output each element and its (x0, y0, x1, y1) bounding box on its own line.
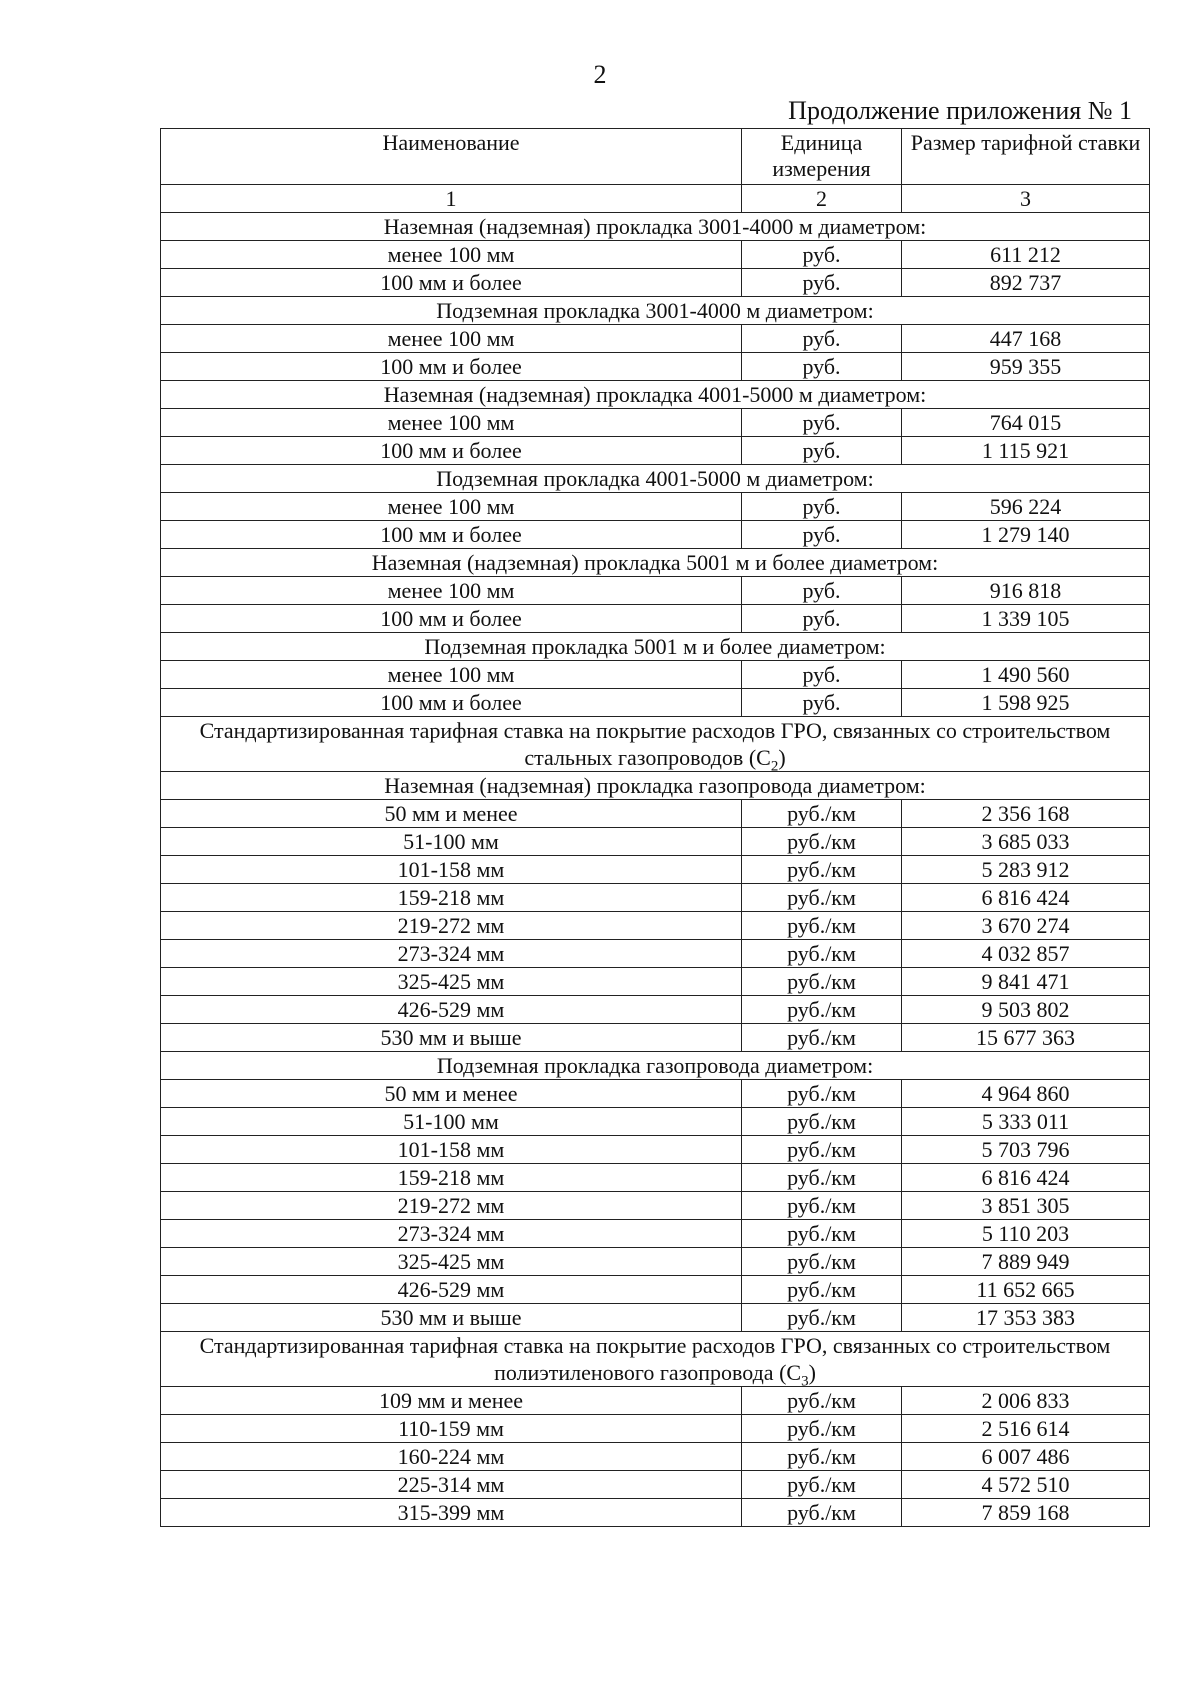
row-value: 916 818 (902, 577, 1150, 605)
row-value: 5 110 203 (902, 1220, 1150, 1248)
row-name: менее 100 мм (161, 325, 742, 353)
row-name: 50 мм и менее (161, 800, 742, 828)
section-title-text: Подземная прокладка 3001-4000 м диаметром: (436, 298, 874, 323)
row-name: 100 мм и более (161, 269, 742, 297)
section-header-row (161, 1052, 1150, 1080)
row-value: 1 490 560 (902, 661, 1150, 689)
row-name: менее 100 мм (161, 577, 742, 605)
row-name: 101-158 мм (161, 856, 742, 884)
table-row (161, 968, 1150, 996)
row-name: 100 мм и более (161, 689, 742, 717)
row-value: 6 007 486 (902, 1443, 1150, 1471)
row-name: 219-272 мм (161, 912, 742, 940)
section-title-text: Наземная (надземная) прокладка 5001 м и более диаметром: (371, 550, 939, 575)
table-row (161, 884, 1150, 912)
section-title (161, 213, 1150, 241)
row-value: 764 015 (902, 409, 1150, 437)
table-row (161, 1136, 1150, 1164)
row-name: 51-100 мм (161, 828, 742, 856)
section-title (161, 297, 1150, 325)
row-value: 6 816 424 (902, 884, 1150, 912)
section-title (161, 465, 1150, 493)
row-unit: руб./км (742, 912, 902, 940)
row-name: менее 100 мм (161, 241, 742, 269)
section-header-row (161, 772, 1150, 800)
row-value: 15 677 363 (902, 1024, 1150, 1052)
section-title-tail: ) (808, 1360, 816, 1385)
table-row (161, 800, 1150, 828)
section-title-text: Наземная (надземная) прокладка 4001-5000 м диаметром: (383, 382, 927, 407)
table-row (161, 493, 1150, 521)
row-value: 596 224 (902, 493, 1150, 521)
row-value: 892 737 (902, 269, 1150, 297)
row-value: 2 006 833 (902, 1387, 1150, 1415)
section-title (161, 549, 1150, 577)
table-row (161, 689, 1150, 717)
row-value: 5 703 796 (902, 1136, 1150, 1164)
section-title (161, 1052, 1150, 1080)
table-row (161, 940, 1150, 968)
row-value: 3 851 305 (902, 1192, 1150, 1220)
row-name: 100 мм и более (161, 437, 742, 465)
section-title-text: Наземная (надземная) прокладка газопровода диаметром: (384, 773, 926, 798)
section-title-subscript: 3 (801, 1373, 809, 1387)
section-title-subscript: 2 (770, 758, 779, 772)
section-title (161, 772, 1150, 800)
row-unit: руб./км (742, 1471, 902, 1499)
row-unit: руб. (742, 521, 902, 549)
section-header-row (161, 549, 1150, 577)
row-value: 3 670 274 (902, 912, 1150, 940)
row-value: 5 283 912 (902, 856, 1150, 884)
row-unit: руб. (742, 689, 902, 717)
section-title-tail: ) (778, 745, 786, 770)
section-header-row (161, 633, 1150, 661)
row-unit: руб./км (742, 1304, 902, 1332)
row-name: 109 мм и менее (161, 1387, 742, 1415)
section-header-row (161, 213, 1150, 241)
row-unit: руб./км (742, 800, 902, 828)
table-row (161, 912, 1150, 940)
row-value: 4 032 857 (902, 940, 1150, 968)
row-value: 9 503 802 (902, 996, 1150, 1024)
row-value: 611 212 (902, 241, 1150, 269)
row-unit: руб./км (742, 828, 902, 856)
row-unit: руб./км (742, 1192, 902, 1220)
row-name: 100 мм и более (161, 353, 742, 381)
section-title (161, 717, 1150, 772)
tariff-table (160, 128, 1150, 1527)
section-header-row (161, 465, 1150, 493)
row-value: 5 333 011 (902, 1108, 1150, 1136)
table-row (161, 521, 1150, 549)
table-row (161, 996, 1150, 1024)
table-row (161, 605, 1150, 633)
table-row (161, 1471, 1150, 1499)
section-title-text: Подземная прокладка 5001 м и более диаметром: (424, 634, 886, 659)
section-header-row (161, 1332, 1150, 1387)
section-title-text: Стандартизированная тарифная ставка на покрытие расходов ГРО, связанных со строительством полиэтиленового газопровода (С (199, 1333, 1111, 1385)
row-value: 7 859 168 (902, 1499, 1150, 1527)
row-unit: руб./км (742, 1080, 902, 1108)
row-unit: руб./км (742, 1164, 902, 1192)
row-unit: руб./км (742, 884, 902, 912)
row-unit: руб. (742, 409, 902, 437)
row-unit: руб./км (742, 856, 902, 884)
table-row (161, 577, 1150, 605)
row-unit: руб./км (742, 968, 902, 996)
row-unit: руб./км (742, 1248, 902, 1276)
table-row (161, 1192, 1150, 1220)
row-value: 11 652 665 (902, 1276, 1150, 1304)
table-row (161, 856, 1150, 884)
row-unit: руб./км (742, 1220, 902, 1248)
row-name: 51-100 мм (161, 1108, 742, 1136)
column-number-3: 3 (902, 185, 1150, 213)
row-name: 426-529 мм (161, 996, 742, 1024)
row-name: менее 100 мм (161, 661, 742, 689)
row-name: менее 100 мм (161, 493, 742, 521)
row-name: 101-158 мм (161, 1136, 742, 1164)
section-title-text: Стандартизированная тарифная ставка на покрытие расходов ГРО, связанных со строительством стальных газопроводов (С (199, 718, 1111, 770)
table-row (161, 1499, 1150, 1527)
row-value: 17 353 383 (902, 1304, 1150, 1332)
row-name: менее 100 мм (161, 409, 742, 437)
row-value: 2 516 614 (902, 1415, 1150, 1443)
section-title (161, 1332, 1150, 1387)
row-value: 3 685 033 (902, 828, 1150, 856)
header-unit: Единица измерения (742, 129, 902, 185)
section-title-text: Подземная прокладка 4001-5000 м диаметром: (436, 466, 874, 491)
section-title-text: Наземная (надземная) прокладка 3001-4000 м диаметром: (383, 214, 927, 239)
table-header-row (161, 129, 1150, 185)
row-unit: руб. (742, 605, 902, 633)
row-unit: руб. (742, 241, 902, 269)
row-unit: руб./км (742, 1499, 902, 1527)
row-name: 530 мм и выше (161, 1304, 742, 1332)
row-name: 50 мм и менее (161, 1080, 742, 1108)
row-value: 4 964 860 (902, 1080, 1150, 1108)
tariff-table-body (161, 129, 1150, 1527)
row-name: 273-324 мм (161, 1220, 742, 1248)
row-name: 225-314 мм (161, 1471, 742, 1499)
row-value: 7 889 949 (902, 1248, 1150, 1276)
column-number-1: 1 (161, 185, 742, 213)
table-row (161, 1387, 1150, 1415)
row-unit: руб./км (742, 1024, 902, 1052)
row-value: 2 356 168 (902, 800, 1150, 828)
row-value: 1 279 140 (902, 521, 1150, 549)
table-row (161, 325, 1150, 353)
row-unit: руб./км (742, 1276, 902, 1304)
row-name: 219-272 мм (161, 1192, 742, 1220)
section-header-row (161, 381, 1150, 409)
table-row (161, 1024, 1150, 1052)
row-name: 273-324 мм (161, 940, 742, 968)
section-title (161, 381, 1150, 409)
table-row (161, 1220, 1150, 1248)
table-row (161, 1248, 1150, 1276)
row-value: 959 355 (902, 353, 1150, 381)
row-unit: руб. (742, 353, 902, 381)
page-number: 2 (593, 60, 607, 89)
row-unit: руб./км (742, 1108, 902, 1136)
section-title-text: Подземная прокладка газопровода диаметром: (436, 1053, 874, 1078)
table-row (161, 241, 1150, 269)
table-row (161, 1080, 1150, 1108)
row-unit: руб. (742, 325, 902, 353)
row-name: 100 мм и более (161, 605, 742, 633)
header-rate: Размер тарифной ставки (902, 129, 1150, 185)
column-number-row (161, 185, 1150, 213)
table-row (161, 1415, 1150, 1443)
section-title (161, 633, 1150, 661)
row-name: 100 мм и более (161, 521, 742, 549)
row-unit: руб./км (742, 940, 902, 968)
row-value: 1 339 105 (902, 605, 1150, 633)
row-value: 1 598 925 (902, 689, 1150, 717)
row-unit: руб./км (742, 1443, 902, 1471)
row-unit: руб. (742, 269, 902, 297)
table-row (161, 1164, 1150, 1192)
table-row (161, 409, 1150, 437)
row-unit: руб. (742, 577, 902, 605)
row-unit: руб. (742, 437, 902, 465)
row-unit: руб./км (742, 1387, 902, 1415)
row-unit: руб. (742, 493, 902, 521)
table-row (161, 353, 1150, 381)
table-row (161, 269, 1150, 297)
table-row (161, 1108, 1150, 1136)
row-value: 1 115 921 (902, 437, 1150, 465)
row-name: 325-425 мм (161, 1248, 742, 1276)
row-value: 6 816 424 (902, 1164, 1150, 1192)
row-name: 315-399 мм (161, 1499, 742, 1527)
row-name: 325-425 мм (161, 968, 742, 996)
table-row (161, 1443, 1150, 1471)
row-value: 9 841 471 (902, 968, 1150, 996)
table-row (161, 437, 1150, 465)
row-name: 530 мм и выше (161, 1024, 742, 1052)
header-name: Наименование (161, 129, 742, 185)
continuation-title: Продолжение приложения № 1 (788, 96, 1132, 125)
row-name: 426-529 мм (161, 1276, 742, 1304)
row-unit: руб. (742, 661, 902, 689)
row-name: 110-159 мм (161, 1415, 742, 1443)
row-unit: руб./км (742, 1415, 902, 1443)
row-name: 159-218 мм (161, 884, 742, 912)
row-unit: руб./км (742, 1136, 902, 1164)
row-value: 4 572 510 (902, 1471, 1150, 1499)
section-header-row (161, 717, 1150, 772)
row-name: 159-218 мм (161, 1164, 742, 1192)
table-row (161, 661, 1150, 689)
section-header-row (161, 297, 1150, 325)
column-number-2: 2 (742, 185, 902, 213)
row-name: 160-224 мм (161, 1443, 742, 1471)
table-row (161, 1304, 1150, 1332)
row-value: 447 168 (902, 325, 1150, 353)
table-row (161, 828, 1150, 856)
table-row (161, 1276, 1150, 1304)
row-unit: руб./км (742, 996, 902, 1024)
